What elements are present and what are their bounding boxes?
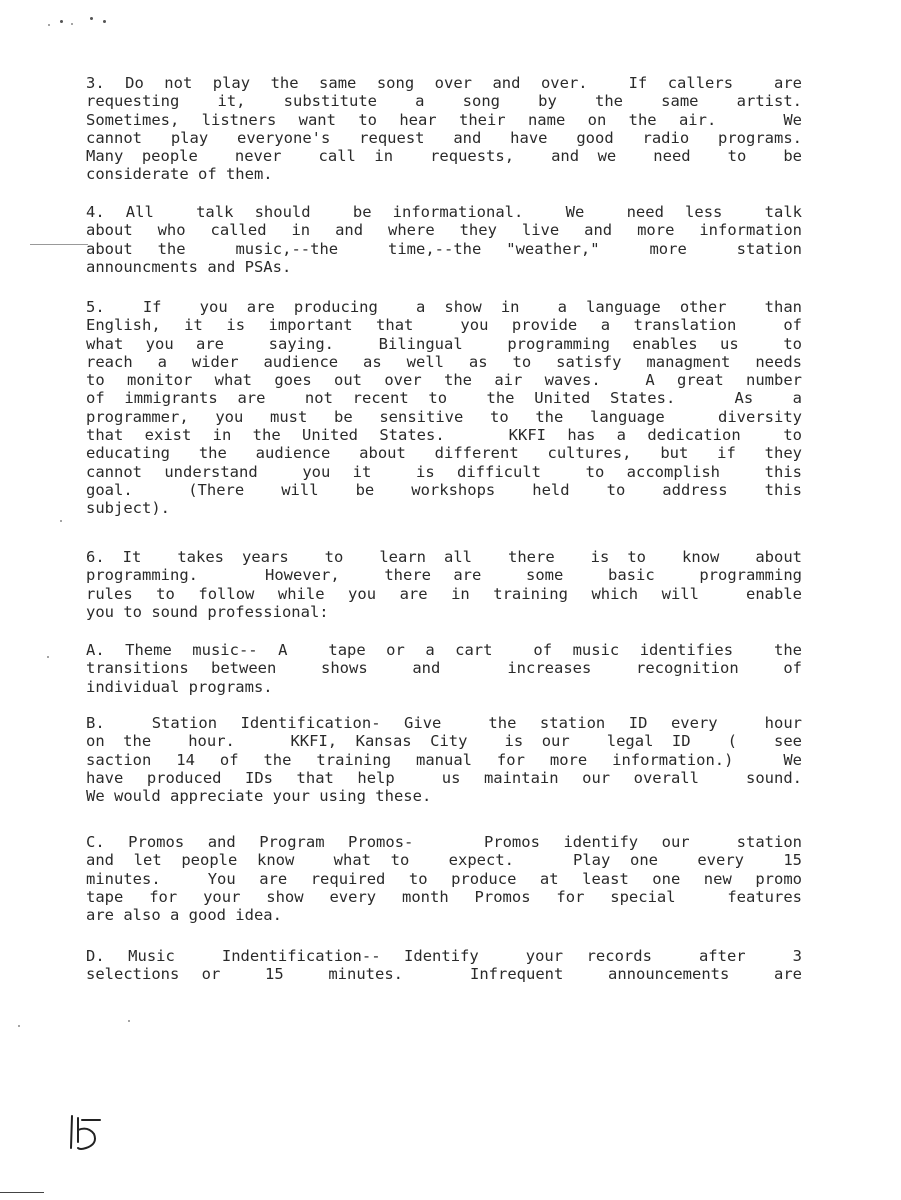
text-line: and let people know what to expect. Play one every 15 xyxy=(86,851,802,870)
scan-speck xyxy=(128,1020,130,1022)
scan-speck xyxy=(90,17,93,20)
handwritten-page-number xyxy=(64,1108,116,1154)
text-line: announcments and PSAs. xyxy=(86,257,292,276)
text-line: saction 14 of the training manual for more information.) We xyxy=(86,750,802,769)
text-line: on the hour. KKFI, Kansas City is our legal ID ( see xyxy=(86,732,802,751)
text-line: programmer, you must be sensitive to the language diversity xyxy=(86,407,802,426)
text-line: individual programs. xyxy=(86,677,273,696)
text-line: that exist in the United States. KKFI has a dedication to xyxy=(86,426,802,445)
text-line: 4. All talk should be informational. We need less talk xyxy=(86,203,802,221)
text-line: tape for your show every month Promos for special features xyxy=(86,887,802,906)
paragraph-item-6d xyxy=(86,947,802,984)
text-line: what you are saying. Bilingual programming enables us to xyxy=(86,334,802,353)
text-line: B. Station Identification- Give the station ID every hour xyxy=(86,714,802,732)
scan-speck xyxy=(47,656,49,658)
scan-speck xyxy=(60,20,63,23)
text-line: educating the audience about different cultures, but if they xyxy=(86,444,802,463)
paragraph-item-5 xyxy=(86,298,802,518)
paragraph-item-6a xyxy=(86,641,802,696)
scan-speck xyxy=(48,24,50,26)
text-line: Sometimes, listners want to hear their name on the air. We xyxy=(86,110,802,129)
text-line: programming. However, there are some basic programming xyxy=(86,566,802,585)
text-line: of immigrants are not recent to the United States. As a xyxy=(86,389,802,408)
text-line: have produced IDs that help us maintain our overall sound. xyxy=(86,768,802,787)
scan-speck xyxy=(71,23,73,25)
text-line: to monitor what goes out over the air waves. A great number xyxy=(86,371,802,390)
text-line: minutes. You are required to produce at least one new promo xyxy=(86,869,802,888)
text-line: We would appreciate your using these. xyxy=(86,787,432,806)
paragraph-item-6b xyxy=(86,714,802,805)
text-line: cannot understand you it is difficult to accomplish this xyxy=(86,462,802,481)
text-line: English, it is important that you provide a translation of xyxy=(86,316,802,335)
scan-artifact-line xyxy=(30,244,88,245)
paragraph-item-6c xyxy=(86,833,802,924)
text-line: rules to follow while you are in training which will enable xyxy=(86,584,802,603)
text-line: you to sound professional: xyxy=(86,602,329,621)
text-line: considerate of them. xyxy=(86,165,273,184)
paragraph-item-4 xyxy=(86,203,802,276)
text-line: reach a wider audience as well as to satisfy managment needs xyxy=(86,352,802,371)
text-line: are also a good idea. xyxy=(86,906,282,925)
scan-speck xyxy=(60,520,62,522)
text-line: requesting it, substitute a song by the same artist. xyxy=(86,92,802,111)
text-line: subject). xyxy=(86,499,170,518)
text-line: Many people never call in requests, and we need to be xyxy=(86,147,802,166)
paragraph-item-3 xyxy=(86,74,802,184)
text-line: A. Theme music-- A tape or a cart of music identifies the xyxy=(86,641,802,659)
text-line: transitions between shows and increases recognition of xyxy=(86,659,802,678)
text-line: selections or 15 minutes. Infrequent announcements are xyxy=(86,965,802,984)
paragraph-item-6 xyxy=(86,548,802,621)
scan-speck xyxy=(18,1025,20,1027)
text-line: C. Promos and Program Promos- Promos identify our station xyxy=(86,833,802,851)
text-line: D. Music Indentification-- Identify your records after 3 xyxy=(86,947,802,965)
text-line: 6. It takes years to learn all there is to know about xyxy=(86,548,802,566)
text-line: 5. If you are producing a show in a language other than xyxy=(86,298,802,316)
text-line: 3. Do not play the same song over and over. If callers are xyxy=(86,74,802,92)
text-line: about who called in and where they live and more information xyxy=(86,221,802,240)
text-line: cannot play everyone's request and have good radio programs. xyxy=(86,128,802,147)
scan-edge-mark xyxy=(0,1192,44,1193)
text-line: about the music,--the time,--the "weather," more station xyxy=(86,239,802,258)
text-line: goal. (There will be workshops held to address this xyxy=(86,480,802,499)
scan-speck xyxy=(103,20,106,23)
